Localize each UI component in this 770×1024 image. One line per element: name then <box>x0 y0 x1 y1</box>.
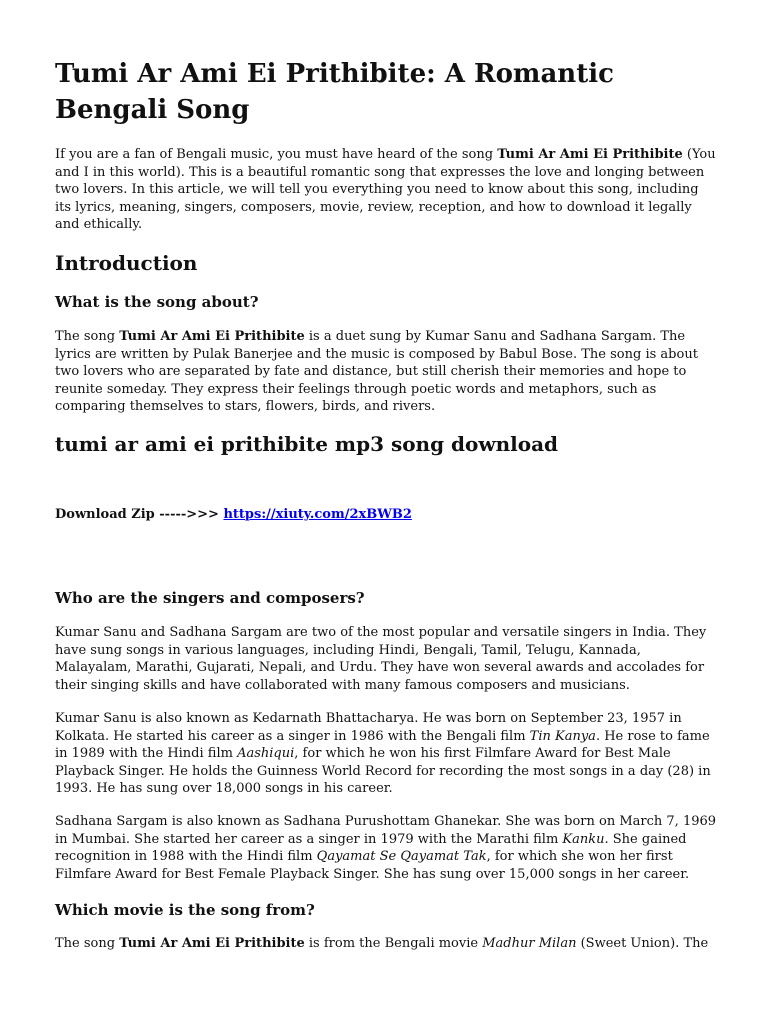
download-zip-line <box>55 506 717 524</box>
song-title-bold: Tumi Ar Ami Ei Prithibite <box>119 329 305 344</box>
singers-heading: Who are the singers and composers? <box>55 589 365 607</box>
about-heading: What is the song about? <box>55 293 259 311</box>
song-title-bold: Tumi Ar Ami Ei Prithibite <box>119 936 305 951</box>
film-title: Tin Kanya <box>529 728 596 744</box>
movie-paragraph: The song Tumi Ar Ami Ei Prithibite is from the Bengali movie Madhur Milan (Sweet Union). The <box>55 936 709 951</box>
film-title: Kanku <box>562 831 605 847</box>
film-title: Qayamat Se Qayamat Tak <box>316 849 487 865</box>
intro-paragraph: If you are a fan of Bengali music, you must have heard of the song Tumi Ar Ami Ei Prithibite (You and I in this world). This is a beautiful romantic song that expresses the love and longing between two lovers. In this article, we will tell you everything you need to know about this song, including its lyrics, meaning, singers, composers, movie, review, reception, and how to download it legally and ethically. <box>55 147 716 233</box>
introduction-heading: Introduction <box>55 251 198 275</box>
page-title: Tumi Ar Ami Ei Prithibite: A Romantic Bengali Song <box>55 59 614 125</box>
download-zip-label: Download Zip ----->>> <box>55 507 224 522</box>
singers-paragraph: Kumar Sanu and Sadhana Sargam are two of the most popular and versatile singers in India. They have sung songs in various languages, including Hindi, Bengali, Tamil, Telugu, Kannada, Malayalam, Marathi, Gujarati, Nepali, and Urdu. They have won several awards and accolades for their singing skills and have collaborated with many famous composers and musicians. <box>55 625 707 693</box>
movie-heading: Which movie is the song from? <box>55 901 315 919</box>
song-title-bold: Tumi Ar Ami Ei Prithibite <box>497 147 683 162</box>
download-link[interactable]: https://xiuty.com/2xBWB2 <box>223 507 412 522</box>
sadhana-sargam-paragraph: Sadhana Sargam is also known as Sadhana Purushottam Ghanekar. She was born on March 7, 1969 in Mumbai. She started her career as a singer in 1979 with the Marathi film Kanku. She gained recognition in 1988 with the Hindi film Qayamat Se Qayamat Tak, for which she won her first Filmfare Award for Best Female Playback Singer. She has sung over 15,000 songs in her career. <box>55 814 717 882</box>
kumar-sanu-paragraph: Kumar Sanu is also known as Kedarnath Bhattacharya. He was born on September 23, 1957 in Kolkata. He started his career as a singer in 1986 with the Bengali film Tin Kanya. He rose to fame in 1989 with the Hindi film Aashiqui, for which he won his first Filmfare Award for Best Male Playback Singer. He holds the Guinness World Record for recording the most songs in a day (28) in 1993. He has sung over 18,000 songs in his career. <box>55 711 711 797</box>
movie-title: Madhur Milan <box>482 936 577 951</box>
about-paragraph: The song Tumi Ar Ami Ei Prithibite is a duet sung by Kumar Sanu and Sadhana Sargam. The lyrics are written by Pulak Banerjee and the music is composed by Babul Bose. The song is about two lovers who are separated by fate and distance, but still cherish their memories and hope to reunite someday. They express their feelings through poetic words and metaphors, such as comparing themselves to stars, flowers, birds, and rivers. <box>55 329 698 415</box>
download-heading: tumi ar ami ei prithibite mp3 song download <box>55 432 559 456</box>
film-title: Aashiqui <box>237 746 295 762</box>
